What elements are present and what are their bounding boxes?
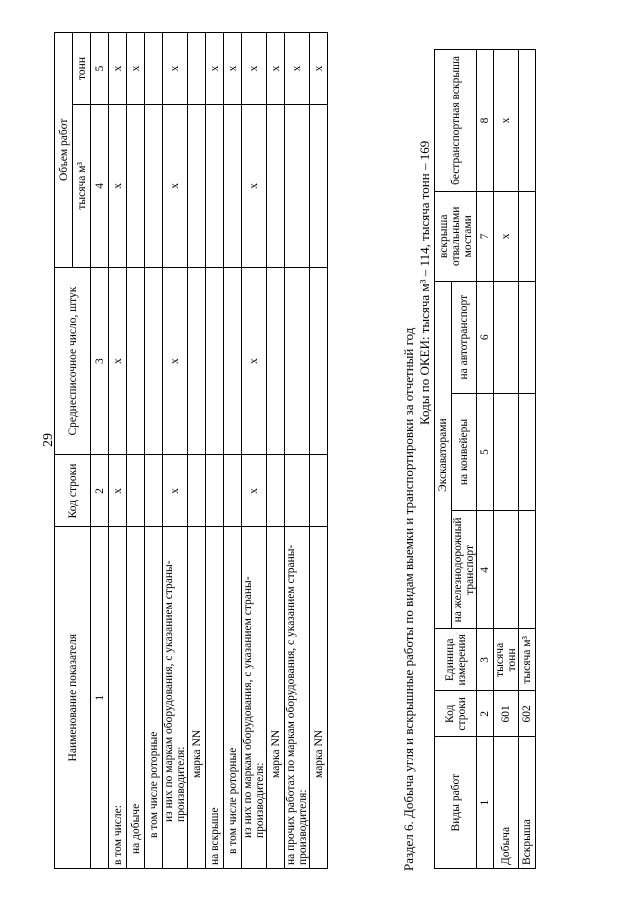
row-name: на добыче xyxy=(127,527,145,869)
row-name: марка NN xyxy=(310,527,328,869)
row-vol-m3 xyxy=(206,104,224,267)
row-name: в том числе: xyxy=(109,527,127,869)
row-name: из них по маркам оборудования, с указанием страны- производителя: xyxy=(163,527,188,869)
row-code: 602 xyxy=(519,691,536,737)
header-excavators: Экскаваторами xyxy=(435,281,452,629)
table-row xyxy=(285,33,310,869)
col-number: 5 xyxy=(91,33,109,105)
row-code xyxy=(188,455,206,527)
row-vol-m3 xyxy=(145,104,163,267)
row-count xyxy=(267,267,285,455)
row-unit: тысяча м³ xyxy=(519,629,536,691)
col-number: 5 xyxy=(477,393,494,511)
row-kind: Добыча xyxy=(494,737,519,869)
row-code xyxy=(127,455,145,527)
row-name: на прочих работах по маркам оборудования, с указанием страны- производителя: xyxy=(285,527,310,869)
table-row xyxy=(188,33,206,869)
row-tonnes xyxy=(188,33,206,105)
row-name: в том числе роторные xyxy=(145,527,163,869)
equipment-table xyxy=(54,32,328,869)
row-bestrans xyxy=(519,50,536,192)
row-tonnes: х xyxy=(163,33,188,105)
row-bridges xyxy=(519,191,536,281)
row-code xyxy=(224,455,242,527)
row-vol-m3: х xyxy=(163,104,188,267)
row-conveyor xyxy=(494,393,519,511)
okei-codes: Коды по ОКЕИ: тысяча м³ – 114, тысяча тонн – 169 xyxy=(417,140,432,425)
row-rail xyxy=(519,511,536,629)
row-name: марка NN xyxy=(267,527,285,869)
header-kind: Виды работ xyxy=(435,737,477,869)
row-code xyxy=(285,455,310,527)
row-vol-m3 xyxy=(310,104,328,267)
section-6-title: Раздел 6. Добыча угля и вскрышные работы по видам выемки и транспортировки за отчетный год xyxy=(401,327,416,871)
col-number: 8 xyxy=(477,50,494,192)
row-code: х xyxy=(242,455,267,527)
row-vol-m3 xyxy=(224,104,242,267)
header-tonnes: тонн xyxy=(73,33,91,105)
row-unit: тысяча тонн xyxy=(494,629,519,691)
row-code xyxy=(145,455,163,527)
col-number: 3 xyxy=(477,629,494,691)
row-conveyor xyxy=(519,393,536,511)
row-vol-m3 xyxy=(267,104,285,267)
row-vol-m3: х xyxy=(109,104,127,267)
col-number: 2 xyxy=(91,455,109,527)
row-code xyxy=(206,455,224,527)
col-number: 4 xyxy=(477,511,494,629)
col-number: 2 xyxy=(477,691,494,737)
row-code: х xyxy=(109,455,127,527)
table-row xyxy=(310,33,328,869)
header-bridges: вскрыша отвальными мостами xyxy=(435,191,477,281)
header-code: Код строки xyxy=(435,691,477,737)
row-rail xyxy=(494,511,519,629)
table-row xyxy=(127,33,145,869)
row-count: х xyxy=(163,267,188,455)
table-row xyxy=(242,33,267,869)
row-name: в том числе роторные xyxy=(224,527,242,869)
header-conveyor: на конвейеры xyxy=(452,393,477,511)
table-row xyxy=(224,33,242,869)
col-number: 1 xyxy=(91,527,109,869)
row-count xyxy=(310,267,328,455)
row-count: х xyxy=(242,267,267,455)
row-auto xyxy=(519,281,536,393)
row-count xyxy=(206,267,224,455)
col-number: 3 xyxy=(91,267,109,455)
row-vol-m3 xyxy=(127,104,145,267)
header-bestrans: бестранспортная вскрыша xyxy=(435,50,477,192)
row-vol-m3 xyxy=(285,104,310,267)
row-tonnes: х xyxy=(242,33,267,105)
row-count: х xyxy=(109,267,127,455)
row-bridges: х xyxy=(494,191,519,281)
row-tonnes: х xyxy=(267,33,285,105)
row-kind: Вскрыша xyxy=(519,737,536,869)
row-tonnes: х xyxy=(127,33,145,105)
row-tonnes: х xyxy=(109,33,127,105)
row-count xyxy=(188,267,206,455)
table-row xyxy=(109,33,127,869)
row-tonnes: х xyxy=(310,33,328,105)
row-code xyxy=(310,455,328,527)
table-row xyxy=(519,50,536,869)
row-vol-m3 xyxy=(188,104,206,267)
table-row xyxy=(267,33,285,869)
table-row xyxy=(145,33,163,869)
col-number-row xyxy=(477,50,494,869)
row-code: х xyxy=(163,455,188,527)
coal-mining-table xyxy=(434,49,536,869)
row-count xyxy=(224,267,242,455)
row-tonnes xyxy=(145,33,163,105)
row-name: из них по маркам оборудования, с указанием страны- производителя: xyxy=(242,527,267,869)
row-auto xyxy=(494,281,519,393)
header-thousand-m3: тысяча м³ xyxy=(73,104,91,267)
row-code xyxy=(267,455,285,527)
table-row xyxy=(206,33,224,869)
page-number: 29 xyxy=(41,433,56,447)
row-tonnes: х xyxy=(206,33,224,105)
header-avg-count: Среднесписочное число, штук xyxy=(55,267,91,455)
header-unit: Единица измерения xyxy=(435,629,477,691)
row-code: 601 xyxy=(494,691,519,737)
row-bestrans: х xyxy=(494,50,519,192)
row-name: на вскрыше xyxy=(206,527,224,869)
row-tonnes: х xyxy=(224,33,242,105)
table-row xyxy=(494,50,519,869)
header-code: Код строки xyxy=(55,455,91,527)
header-name: Наименование показателя xyxy=(55,527,91,869)
row-name: марка NN xyxy=(188,527,206,869)
row-count xyxy=(127,267,145,455)
col-number-row xyxy=(91,33,109,869)
col-number: 4 xyxy=(91,104,109,267)
row-count xyxy=(145,267,163,455)
header-auto: на автотранспорт xyxy=(452,281,477,393)
table-row xyxy=(163,33,188,869)
col-number: 7 xyxy=(477,191,494,281)
header-volume: Объем работ xyxy=(55,33,73,268)
row-count xyxy=(285,267,310,455)
row-tonnes: х xyxy=(285,33,310,105)
row-vol-m3: х xyxy=(242,104,267,267)
header-rail: на железнодорожный транспорт xyxy=(452,511,477,629)
col-number: 1 xyxy=(477,737,494,869)
col-number: 6 xyxy=(477,281,494,393)
